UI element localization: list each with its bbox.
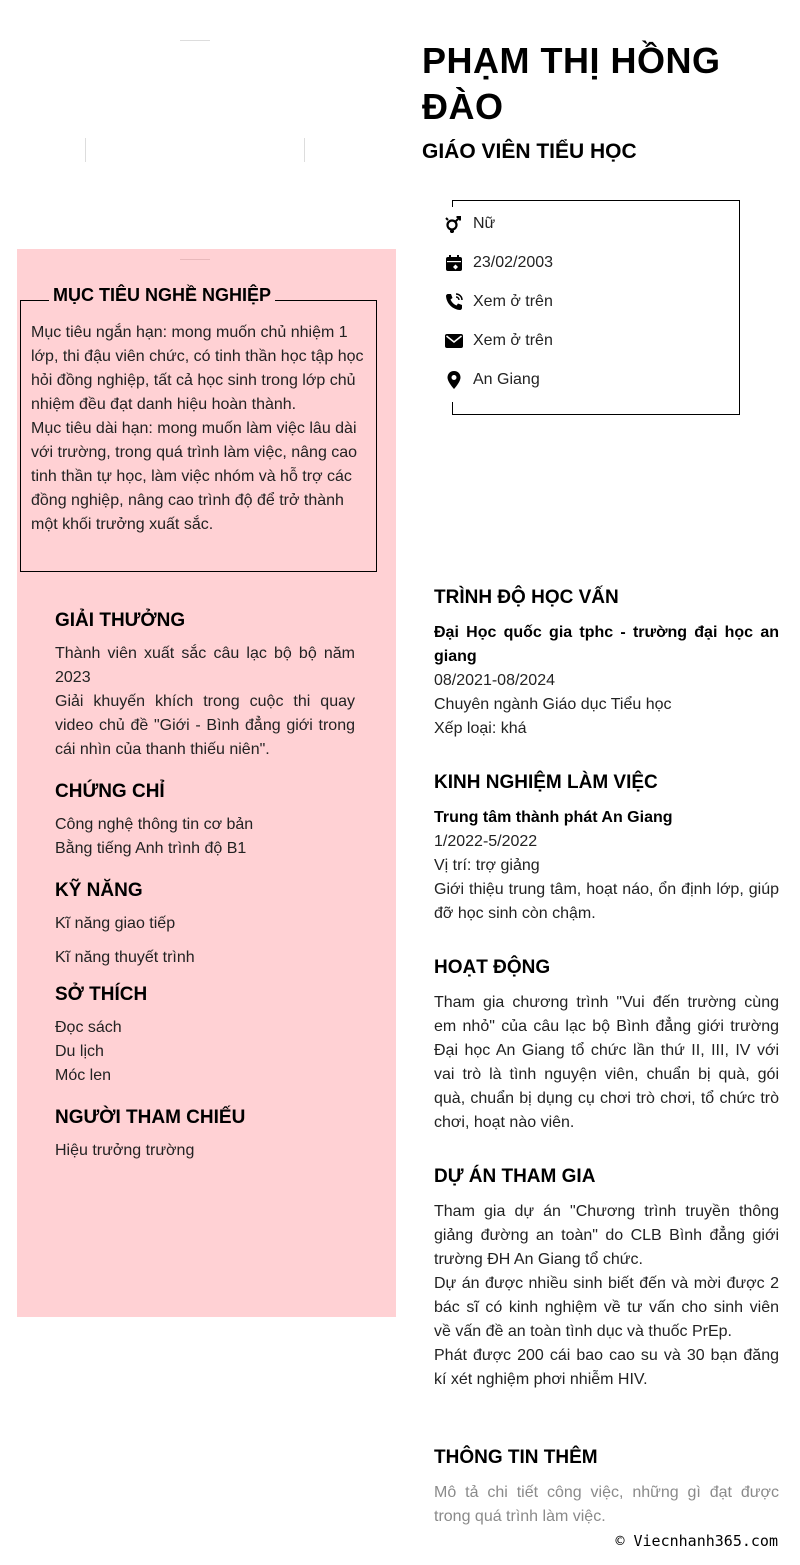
skill-item: Kĩ năng thuyết trình — [55, 949, 195, 966]
objective-short-term: Mục tiêu ngắn hạn: mong muốn chủ nhiệm 1 lớp, thi đậu viên chức, có tinh thần học tập học hỏi đồng nghiệp, tất cả học sinh trong lớp chủ nhiệm đều đạt danh hiệu hoàn thành. — [31, 324, 364, 413]
activities-title: HOẠT ĐỘNG — [434, 957, 551, 978]
certificates-title: CHỨNG CHỈ — [55, 781, 165, 802]
project-item: Dự án được nhiều sinh biết đến và mời được 2 bác sĩ có kinh nghiệm về tư vấn cho sinh viên về vấn đề an toàn tình dục và thuốc PrEp. — [434, 1275, 779, 1340]
references-title: NGƯỜI THAM CHIẾU — [55, 1107, 246, 1128]
job-title: GIÁO VIÊN TIỂU HỌC — [422, 140, 637, 163]
career-objective-title: MỤC TIÊU NGHỀ NGHIỆP — [49, 285, 275, 306]
personal-info-box — [452, 200, 740, 415]
calendar-icon — [444, 253, 464, 273]
copyright-footer: © Viecnhanh365.com — [615, 1532, 778, 1550]
phone-value: Xem ở trên — [473, 293, 553, 310]
project-item: Tham gia dự án "Chương trình truyền thông giảng đường an toàn" do CLB Bình đẳng giới trường ĐH An Giang tổ chức. — [434, 1203, 779, 1268]
experience-position: Vị trí: trợ giảng — [434, 857, 540, 874]
certificate-item: Bằng tiếng Anh trình độ B1 — [55, 840, 247, 857]
email-icon — [444, 331, 464, 351]
avatar[interactable] — [85, 40, 305, 260]
education-section — [434, 587, 779, 741]
experience-title: KINH NGHIỆM LÀM VIỆC — [434, 772, 658, 793]
certificate-item: Công nghệ thông tin cơ bản — [55, 816, 254, 833]
location-pin-icon — [444, 370, 464, 390]
project-item: Phát được 200 cái bao cao su và 30 bạn đăng kí xét nghiệm phơi nhiễm HIV. — [434, 1347, 779, 1388]
candidate-name: PHẠM THỊ HỒNG ĐÀO — [422, 40, 721, 127]
address-value: An Giang — [473, 371, 540, 388]
info-phone — [444, 289, 553, 315]
skills-title: KỸ NĂNG — [55, 880, 143, 901]
info-gender — [444, 211, 495, 237]
awards-section — [55, 610, 355, 762]
projects-section — [434, 1166, 779, 1392]
info-address — [444, 367, 540, 393]
hobby-item: Du lịch — [55, 1043, 104, 1060]
education-school: Đại Học quốc gia tphc - trường đại học an giang — [434, 624, 779, 665]
experience-period: 1/2022-5/2022 — [434, 833, 538, 850]
hobbies-title: SỞ THÍCH — [55, 984, 148, 1005]
reference-item: Hiệu trưởng trường — [55, 1142, 195, 1159]
career-objective-section — [20, 285, 377, 572]
gender-value: Nữ — [473, 215, 496, 232]
email-value: Xem ở trên — [473, 332, 553, 349]
phone-icon — [444, 292, 464, 312]
objective-long-term: Mục tiêu dài hạn: mong muốn làm việc lâu dài với trường, trong quá trình làm việc, nâng cao tinh thần tự học, làm việc nhóm và hỗ trợ các đồng nghiệp, nâng cao trình độ để trở thành một khối trưởng xuất sắc. — [31, 420, 358, 533]
education-grade: Xếp loại: khá — [434, 720, 527, 737]
activities-description: Tham gia chương trình "Vui đến trường cùng em nhỏ" của câu lạc bộ Bình đẳng giới trường Đại học An Giang tổ chức lần thứ II, III, IV với vai trò là tình nguyện viên, chuẩn bị quà, gói quà, chuẩn bị dụng cụ chơi trò chơi, tổ chức trò chơi, hoạt nào viên. — [434, 994, 779, 1131]
references-section — [55, 1107, 355, 1163]
info-birthdate — [444, 250, 553, 276]
experience-company: Trung tâm thành phát An Giang — [434, 809, 673, 826]
projects-title: DỰ ÁN THAM GIA — [434, 1166, 596, 1187]
education-period: 08/2021-08/2024 — [434, 672, 555, 689]
education-title: TRÌNH ĐỘ HỌC VẤN — [434, 587, 619, 608]
experience-description: Giới thiệu trung tâm, hoạt náo, ổn định lớp, giúp đỡ học sinh còn chậm. — [434, 881, 779, 922]
certificates-section — [55, 781, 355, 861]
experience-section — [434, 772, 779, 926]
hobby-item: Đọc sách — [55, 1019, 122, 1036]
awards-title: GIẢI THƯỞNG — [55, 610, 186, 631]
education-major: Chuyên ngành Giáo dục Tiểu học — [434, 696, 672, 713]
additional-info-title: THÔNG TIN THÊM — [434, 1447, 598, 1468]
award-item: Thành viên xuất sắc câu lạc bộ bộ năm 2023 — [55, 645, 355, 686]
skill-item: Kĩ năng giao tiếp — [55, 915, 176, 932]
hobby-item: Móc len — [55, 1067, 112, 1084]
birthdate-value: 23/02/2003 — [473, 254, 554, 271]
additional-info-field[interactable]: Mô tả chi tiết công việc, những gì đạt được trong quá trình làm việc. — [434, 1484, 779, 1525]
additional-info-section — [434, 1447, 779, 1529]
hobbies-section — [55, 984, 355, 1088]
info-email — [444, 328, 553, 354]
award-item: Giải khuyến khích trong cuộc thi quay video chủ đề "Giới - Bình đẳng giới trong cái nhìn của thanh thiếu niên". — [55, 693, 355, 758]
gender-icon — [444, 214, 464, 234]
skills-section — [55, 880, 355, 970]
activities-section — [434, 957, 779, 1135]
